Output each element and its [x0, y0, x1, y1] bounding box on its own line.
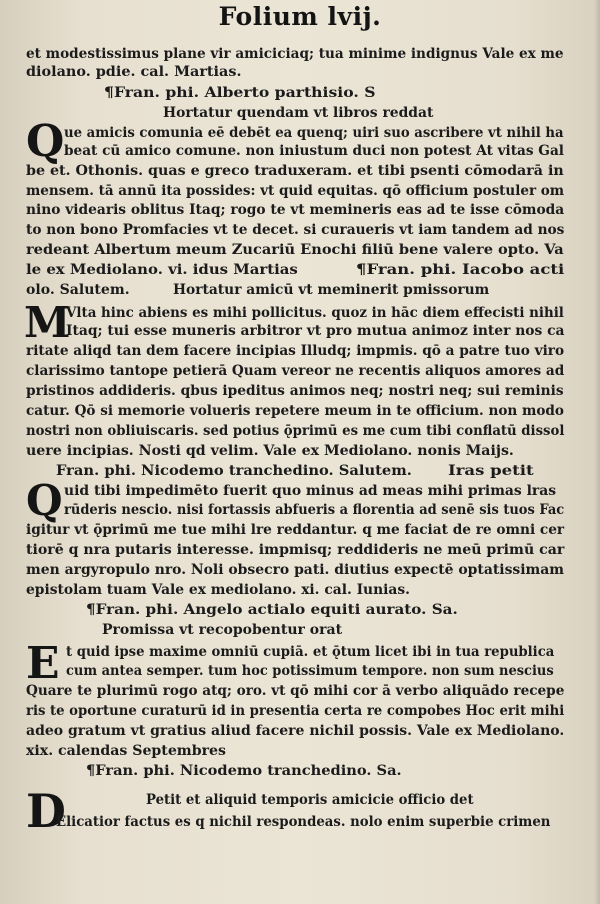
text-line: ¶Fran. phi. Iacobo acti	[356, 262, 565, 278]
text-line: rūderis nescio. nisi fortassis abfueris a florentia ad senē sis tuos Fac	[64, 502, 565, 518]
text-line: ¶Fran. phi. Alberto parthisio. S	[104, 85, 376, 101]
text-line: redeant Albertum meum Zucariū Enochi filiū bene valere opto. Va	[26, 242, 564, 258]
text-line: adeo gratum vt gratius aliud facere nichil possis. Vale ex Mediolano.	[26, 723, 565, 739]
text-line: beat cū amico comune. non iniustum duci non potest At vitas Gal	[64, 143, 564, 159]
text-line: Petit et aliquid temporis amicicie officio det	[146, 792, 474, 808]
text-line: Quare te plurimū rogo atq; oro. vt qō mihi cor ā verbo aliquādo recepe	[26, 683, 565, 699]
text-line: be et. Othonis. quas e greco traduxeram. et tibi psenti cōmodarā in	[26, 163, 564, 179]
text-line: Hortatur quendam vt libros reddat	[163, 105, 434, 121]
drop-cap: M	[24, 298, 71, 347]
folio-header: Folium lvij.	[218, 2, 382, 31]
text-line: t quid ipse maxime omniū cupiā. et ǭtum licet ibi in tua republica	[66, 644, 555, 660]
text-line: et modestissimus plane vir amiciciaq; tua minime indignus Vale ex me	[26, 46, 564, 62]
text-line: Hortatur amicū vt meminerit pmissorum	[173, 282, 490, 298]
text-line: Promissa vt recopobentur orat	[102, 622, 343, 638]
text-line: Itaq; tui esse muneris arbitror vt pro mutua animoz inter nos ca	[66, 323, 565, 339]
text-line: igitur vt ǭprimū me tue mihi lre reddantur. q me faciat de re omni cer	[26, 522, 565, 538]
text-line: pristinos addideris. qbus ipeditus animos neq; nostri neq; sui reminis	[26, 383, 564, 399]
text-line: ¶Fran. phi. Angelo actialo equiti aurato. Sa.	[86, 602, 458, 618]
text-line: cum antea semper. tum hoc potissimum tempore. non sum nescius	[66, 663, 554, 679]
text-line: ue amicis comunia eē debēt ea quenq; uiri suo ascribere vt nihil ha	[64, 125, 564, 141]
page-edge-shadow	[594, 0, 600, 904]
text-line: ritate aliqd tan dem facere incipias Illudq; impmis. qō a patre tuo viro	[26, 343, 565, 359]
text-line: Elicatior factus es q nichil respondeas. nolo enim superbie crimen	[56, 814, 551, 830]
text-line: men argyropulo nro. Noli obsecro pati. diutius expectē optatissimam	[26, 562, 565, 578]
text-line: catur. Qō si memorie volueris repetere meum in te officium. non modo	[26, 403, 564, 419]
text-line: xix. calendas Septembres	[26, 743, 226, 759]
drop-cap: E	[26, 638, 60, 689]
drop-cap: D	[26, 784, 66, 838]
text-line: le ex Mediolano. vi. idus Martias	[26, 262, 298, 278]
text-line: epistolam tuam Vale ex mediolano. xi. cal. Iunias.	[26, 582, 410, 598]
text-line: uere incipias. Nosti qd velim. Vale ex Mediolano. nonis Maijs.	[26, 443, 514, 459]
text-line: ris te oportune curaturū id in presentia certa re compobes Hoc erit mihi	[26, 703, 565, 719]
text-line: nino videaris oblitus Itaq; rogo te vt memineris eas ad te isse cōmoda	[26, 202, 565, 218]
text-line: ¶Fran. phi. Nicodemo tranchedino. Sa.	[86, 763, 402, 779]
text-line: to non bono Promfacies vt te decet. si curaueris vt iam tandem ad nos	[26, 222, 565, 238]
text-line: olo. Salutem.	[26, 282, 130, 298]
text-line: Iras petit	[448, 463, 534, 479]
text-line: tiorē q nra putaris interesse. impmisq; reddideris ne meū primū car	[26, 542, 565, 558]
text-line: mensem. tā annū ita possides: vt quid equitas. qō officium postuler om	[26, 183, 565, 199]
text-line: uid tibi impedimēto fuerit quo minus ad meas mihi primas lras	[64, 483, 557, 499]
text-line: Vlta hinc abiens es mihi pollicitus. quoz in hāc diem effecisti nihil	[66, 305, 564, 321]
drop-cap: Q	[26, 476, 63, 525]
text-line: clarissimo tantope petierā Quam vereor ne recentis aliquos amores ad	[26, 363, 565, 379]
text-line: nostri non obliuiscaris. sed potius ǭprimū es me cum tibi conflatū dissol	[26, 423, 565, 439]
text-line: diolano. pdie. cal. Martias.	[26, 64, 242, 80]
text-line: Fran. phi. Nicodemo tranchedino. Salutem.	[56, 463, 412, 479]
drop-cap: Q	[26, 116, 65, 167]
